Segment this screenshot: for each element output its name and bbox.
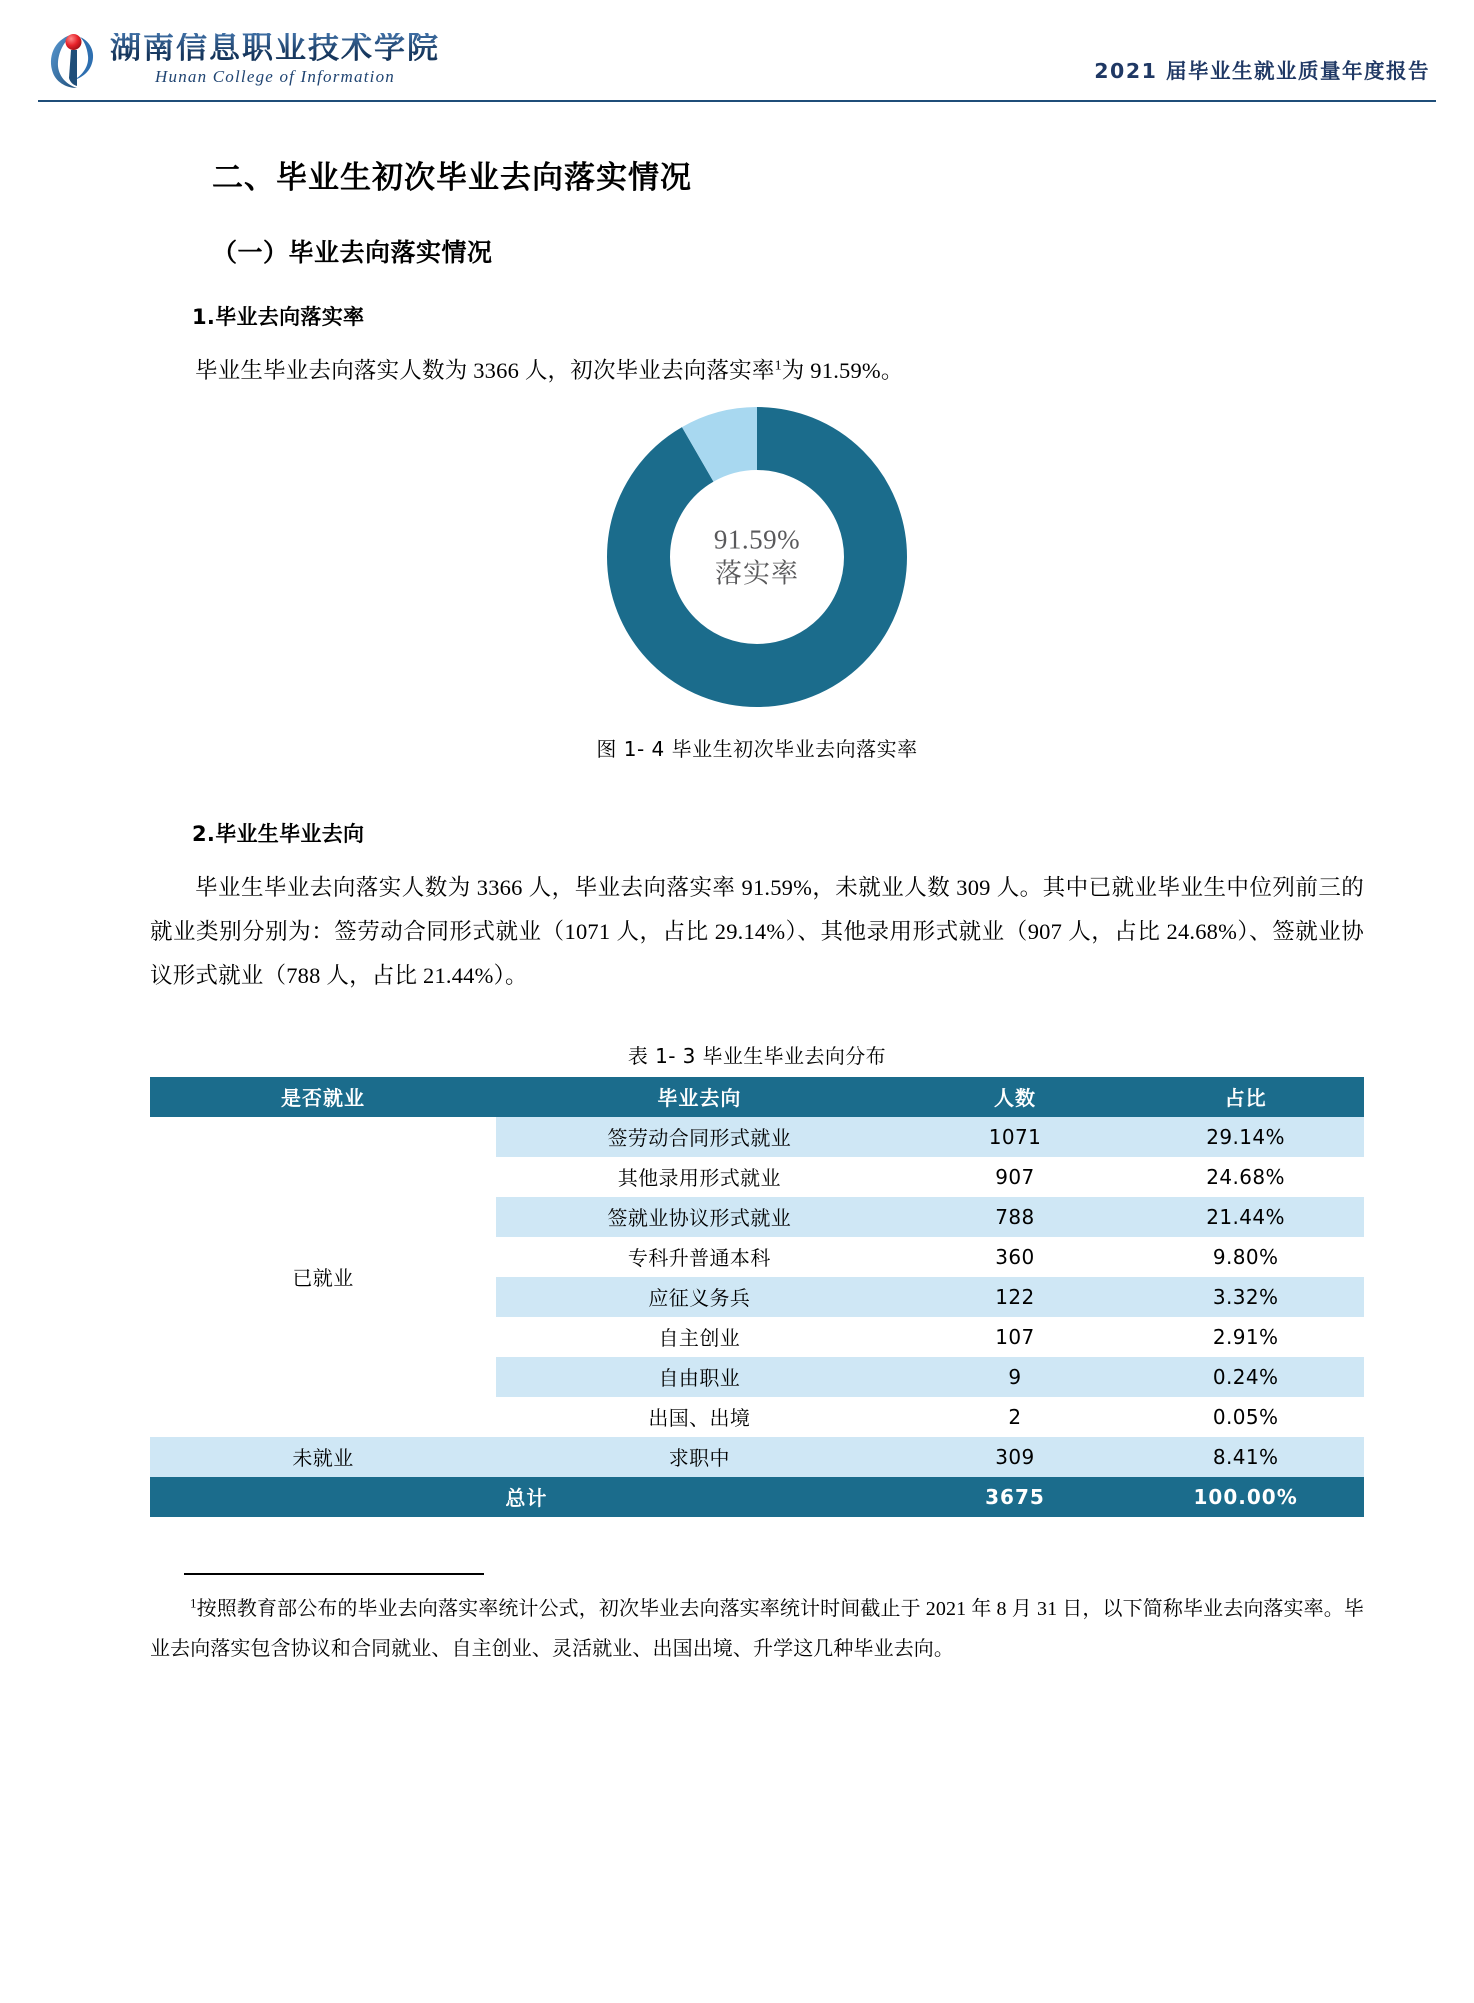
table-header-row: [150, 1077, 1364, 1117]
cell-destination: 其他录用形式就业: [496, 1157, 903, 1197]
footnote-divider: [184, 1573, 484, 1575]
cell-percent: 8.41%: [1127, 1437, 1364, 1477]
cell-percent: 3.32%: [1127, 1277, 1364, 1317]
cell-percent: 24.68%: [1127, 1157, 1364, 1197]
cell-destination: 应征义务兵: [496, 1277, 903, 1317]
cell-count: 107: [903, 1317, 1128, 1357]
logo-english-name: Hunan College of Information: [155, 67, 395, 86]
cell-percent: 9.80%: [1127, 1237, 1364, 1277]
table-row-unemployed: [150, 1437, 1364, 1477]
item1-paragraph-tail: 为 91.59%。: [781, 358, 904, 383]
group-label-unemployed: 未就业: [150, 1437, 496, 1477]
page-header: [0, 0, 1474, 92]
table-row: [150, 1117, 1364, 1157]
total-label: 总计: [150, 1477, 903, 1517]
table-total-row: [150, 1477, 1364, 1517]
col-header-percent: 占比: [1127, 1077, 1364, 1117]
donut-center-label: [607, 523, 907, 591]
cell-count: 309: [903, 1437, 1128, 1477]
cell-count: 122: [903, 1277, 1128, 1317]
logo-chinese-name: 湖南信息职业技术学院: [110, 30, 440, 66]
graduate-destination-table: [150, 1077, 1364, 1517]
cell-count: 788: [903, 1197, 1128, 1237]
logo-wordmark: [110, 30, 440, 86]
col-header-destination: 毕业去向: [496, 1077, 903, 1117]
item2-heading: 2.毕业生毕业去向: [192, 821, 365, 846]
cell-destination: 出国、出境: [496, 1397, 903, 1437]
subsection-heading: （一）毕业去向落实情况: [212, 238, 493, 267]
footnote-text: [150, 1589, 1364, 1669]
item1-heading: 1.毕业去向落实率: [192, 305, 365, 329]
cell-count: 360: [903, 1237, 1128, 1277]
report-title-header: 2021 届毕业生就业质量年度报告: [1094, 59, 1430, 83]
cell-destination: 自由职业: [496, 1357, 903, 1397]
item1-paragraph: [150, 349, 1364, 393]
cell-count: 9: [903, 1357, 1128, 1397]
item1-paragraph-text: 毕业生毕业去向落实人数为 3366 人，初次毕业去向落实率: [195, 358, 775, 383]
col-header-status: 是否就业: [150, 1077, 496, 1117]
cell-percent: 0.24%: [1127, 1357, 1364, 1397]
institution-logo: [44, 28, 440, 92]
figure-caption: 图 1- 4 毕业生初次毕业去向落实率: [596, 736, 918, 761]
cell-count: 2: [903, 1397, 1128, 1437]
cell-percent: 0.05%: [1127, 1397, 1364, 1437]
page-content: [0, 152, 1474, 1669]
footnote-block: [150, 1573, 1364, 1669]
donut-center-value: 91.59%: [713, 524, 801, 555]
donut-chart: [607, 407, 907, 707]
table-caption: 表 1- 3 毕业生毕业去向分布: [627, 1043, 887, 1068]
col-header-count: 人数: [903, 1077, 1128, 1117]
cell-destination: 求职中: [496, 1437, 903, 1477]
cell-count: 1071: [903, 1117, 1128, 1157]
total-count: 3675: [903, 1477, 1128, 1517]
total-percent: 100.00%: [1127, 1477, 1364, 1517]
footnote-body: 按照教育部公布的毕业去向落实率统计公式，初次毕业去向落实率统计时间截止于 2021 年 8 月 31 日，以下简称毕业去向落实率。毕业去向落实包含协议和合同就业、自主创业、灵活就业、出国出境、升学这几种毕业去向。: [150, 1597, 1364, 1660]
item2-paragraph: 毕业生毕业去向落实人数为 3366 人，毕业去向落实率 91.59%，未就业人数 309 人。其中已就业毕业生中位列前三的就业类别分别为：签劳动合同形式就业（1071 人，占比 29.14%）、其他录用形式就业（907 人，占比 24.68%）、签就业协议形式就业（788 人，占比 21.44%）。: [150, 874, 1364, 988]
header-divider: [38, 100, 1436, 102]
placement-rate-chart: [150, 407, 1364, 762]
cell-destination: 自主创业: [496, 1317, 903, 1357]
group-label-employed: 已就业: [150, 1117, 496, 1437]
cell-percent: 21.44%: [1127, 1197, 1364, 1237]
cell-destination: 签就业协议形式就业: [496, 1197, 903, 1237]
cell-percent: 2.91%: [1127, 1317, 1364, 1357]
cell-destination: 签劳动合同形式就业: [496, 1117, 903, 1157]
section-heading: 二、毕业生初次毕业去向落实情况: [212, 160, 692, 196]
footnote-marker-inline: 1: [774, 358, 782, 374]
cell-count: 907: [903, 1157, 1128, 1197]
cell-percent: 29.14%: [1127, 1117, 1364, 1157]
donut-center-text: 落实率: [715, 557, 799, 588]
college-emblem-icon: [44, 28, 104, 90]
footnote-marker: 1: [190, 1594, 197, 1610]
cell-destination: 专科升普通本科: [496, 1237, 903, 1277]
